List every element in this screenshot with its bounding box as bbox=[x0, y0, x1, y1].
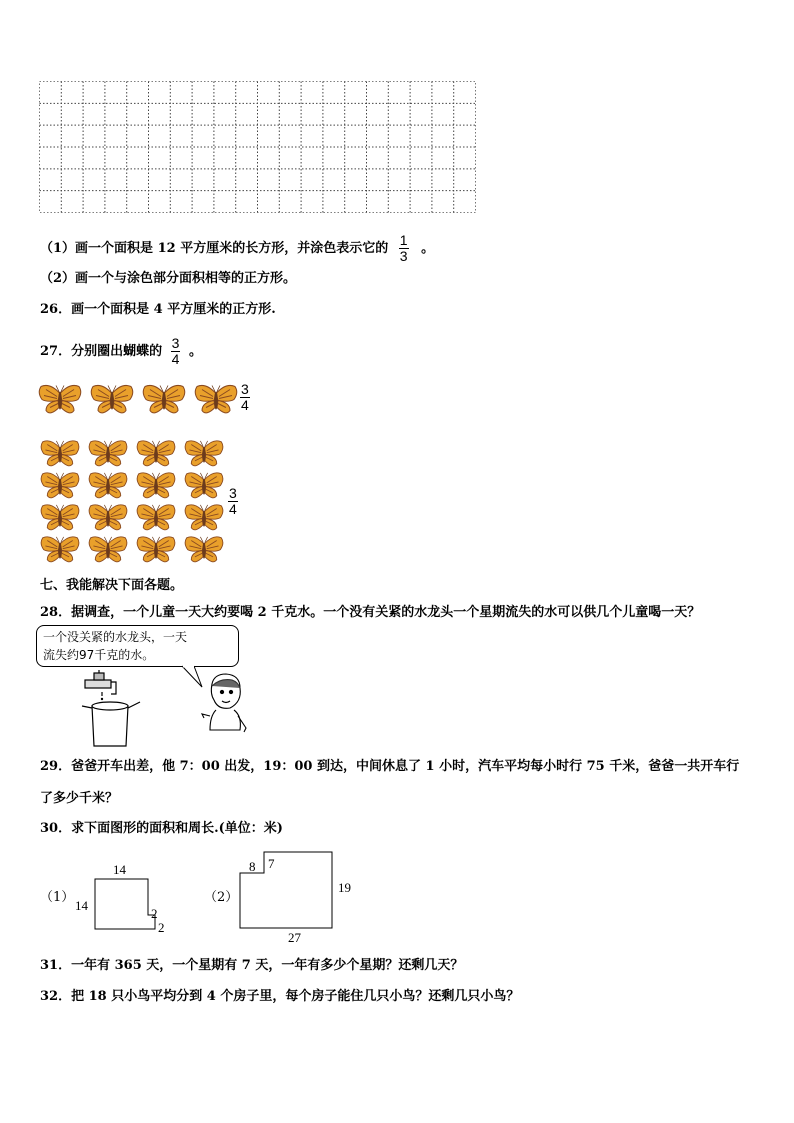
fig1-notch-width-label: 2 bbox=[158, 920, 165, 935]
butterfly-icon bbox=[136, 535, 176, 566]
fraction-numerator: 1 bbox=[399, 232, 408, 248]
fig1-tag: （1） bbox=[40, 890, 75, 905]
q26-text: 26．画一个面积是 4 平方厘米的正方形. bbox=[40, 302, 276, 317]
fraction-numerator: 3 bbox=[241, 381, 249, 397]
q27-suffix: 。 bbox=[188, 344, 202, 359]
butterfly-icon bbox=[38, 383, 82, 418]
butterfly-icon bbox=[136, 503, 176, 534]
q27-text: 27．分别圈出蝴蝶的 bbox=[40, 344, 163, 359]
fig1-left-label: 14 bbox=[75, 898, 88, 913]
fraction-denominator: 3 bbox=[399, 248, 408, 264]
butterfly-icon bbox=[88, 471, 128, 502]
fig2-notch-width-label: 7 bbox=[268, 856, 275, 871]
butterfly-icon bbox=[90, 383, 134, 418]
fraction-three-fourths bbox=[171, 336, 181, 367]
butterfly-icon bbox=[40, 503, 80, 534]
fraction-numerator: 3 bbox=[171, 335, 180, 351]
q31-text: 31．一年有 365 天，一个星期有 7 天，一年有多少个星期？还剩几天？ bbox=[40, 958, 464, 973]
child-pointing-illustration bbox=[200, 672, 250, 744]
q25-part1 bbox=[40, 233, 434, 264]
fraction-numerator: 3 bbox=[229, 485, 237, 501]
butterfly-icon bbox=[194, 383, 238, 418]
fraction-denominator: 4 bbox=[241, 397, 249, 413]
butterfly-icon bbox=[88, 503, 128, 534]
butterfly-icon bbox=[40, 471, 80, 502]
butterfly-icon bbox=[184, 535, 224, 566]
butterfly-icon bbox=[142, 383, 186, 418]
fig2-notch-height-label: 8 bbox=[249, 859, 256, 874]
q28-text: 28．据调查，一个儿童一天大约要喝 2 千克水。一个没有关紧的水龙头一个星期流失的水可以供几个儿童喝一天？ bbox=[40, 605, 701, 620]
bubble-line-1: 一个没关紧的水龙头，一天 bbox=[43, 630, 188, 644]
q25-part1-suffix: 。 bbox=[421, 241, 435, 256]
fraction-denominator: 4 bbox=[171, 351, 180, 367]
fig2-tag: （2） bbox=[204, 890, 239, 905]
faucet-bucket-illustration bbox=[80, 668, 145, 750]
q30-text: 30．求下面图形的面积和周长.(单位：米) bbox=[40, 821, 283, 836]
butterfly-icon bbox=[136, 471, 176, 502]
fraction-denominator: 4 bbox=[229, 501, 237, 517]
fraction-one-third bbox=[399, 233, 409, 264]
q29-line2: 了多少千米？ bbox=[40, 791, 119, 806]
butterfly-icon bbox=[88, 439, 128, 470]
fig2-right-label: 19 bbox=[338, 880, 351, 895]
group2-fraction bbox=[228, 486, 238, 517]
figure-1-shape bbox=[94, 878, 156, 932]
speech-bubble bbox=[36, 625, 239, 667]
fig1-notch-height-label: 2 bbox=[151, 906, 158, 921]
section-7-heading: 七、我能解决下面各题。 bbox=[40, 578, 184, 593]
group1-fraction bbox=[240, 382, 250, 413]
butterfly-icon bbox=[136, 439, 176, 470]
dotted-grid bbox=[39, 81, 477, 214]
butterfly-icon bbox=[40, 535, 80, 566]
butterfly-icon bbox=[88, 535, 128, 566]
butterfly-icon bbox=[184, 439, 224, 470]
bubble-line-2: 流失约97千克的水。 bbox=[43, 648, 155, 662]
q25-part1-text: （1）画一个面积是 12 平方厘米的长方形，并涂色表示它的 bbox=[40, 241, 389, 256]
q29-line1: 29．爸爸开车出差，他 7：00 出发，19：00 到达，中间休息了 1 小时，汽车平均每小时行 75 千米，爸爸一共开车行 bbox=[40, 759, 740, 774]
butterfly-icon bbox=[40, 439, 80, 470]
butterfly-icon bbox=[184, 503, 224, 534]
q32-text: 32．把 18 只小鸟平均分到 4 个房子里，每个房子能住几只小鸟？还剩几只小鸟？ bbox=[40, 989, 520, 1004]
butterfly-icon bbox=[184, 471, 224, 502]
fig1-top-label: 14 bbox=[113, 862, 126, 877]
q27-line bbox=[40, 336, 202, 367]
q25-part2: （2）画一个与涂色部分面积相等的正方形。 bbox=[40, 271, 297, 286]
fig2-bottom-label: 27 bbox=[288, 930, 301, 945]
